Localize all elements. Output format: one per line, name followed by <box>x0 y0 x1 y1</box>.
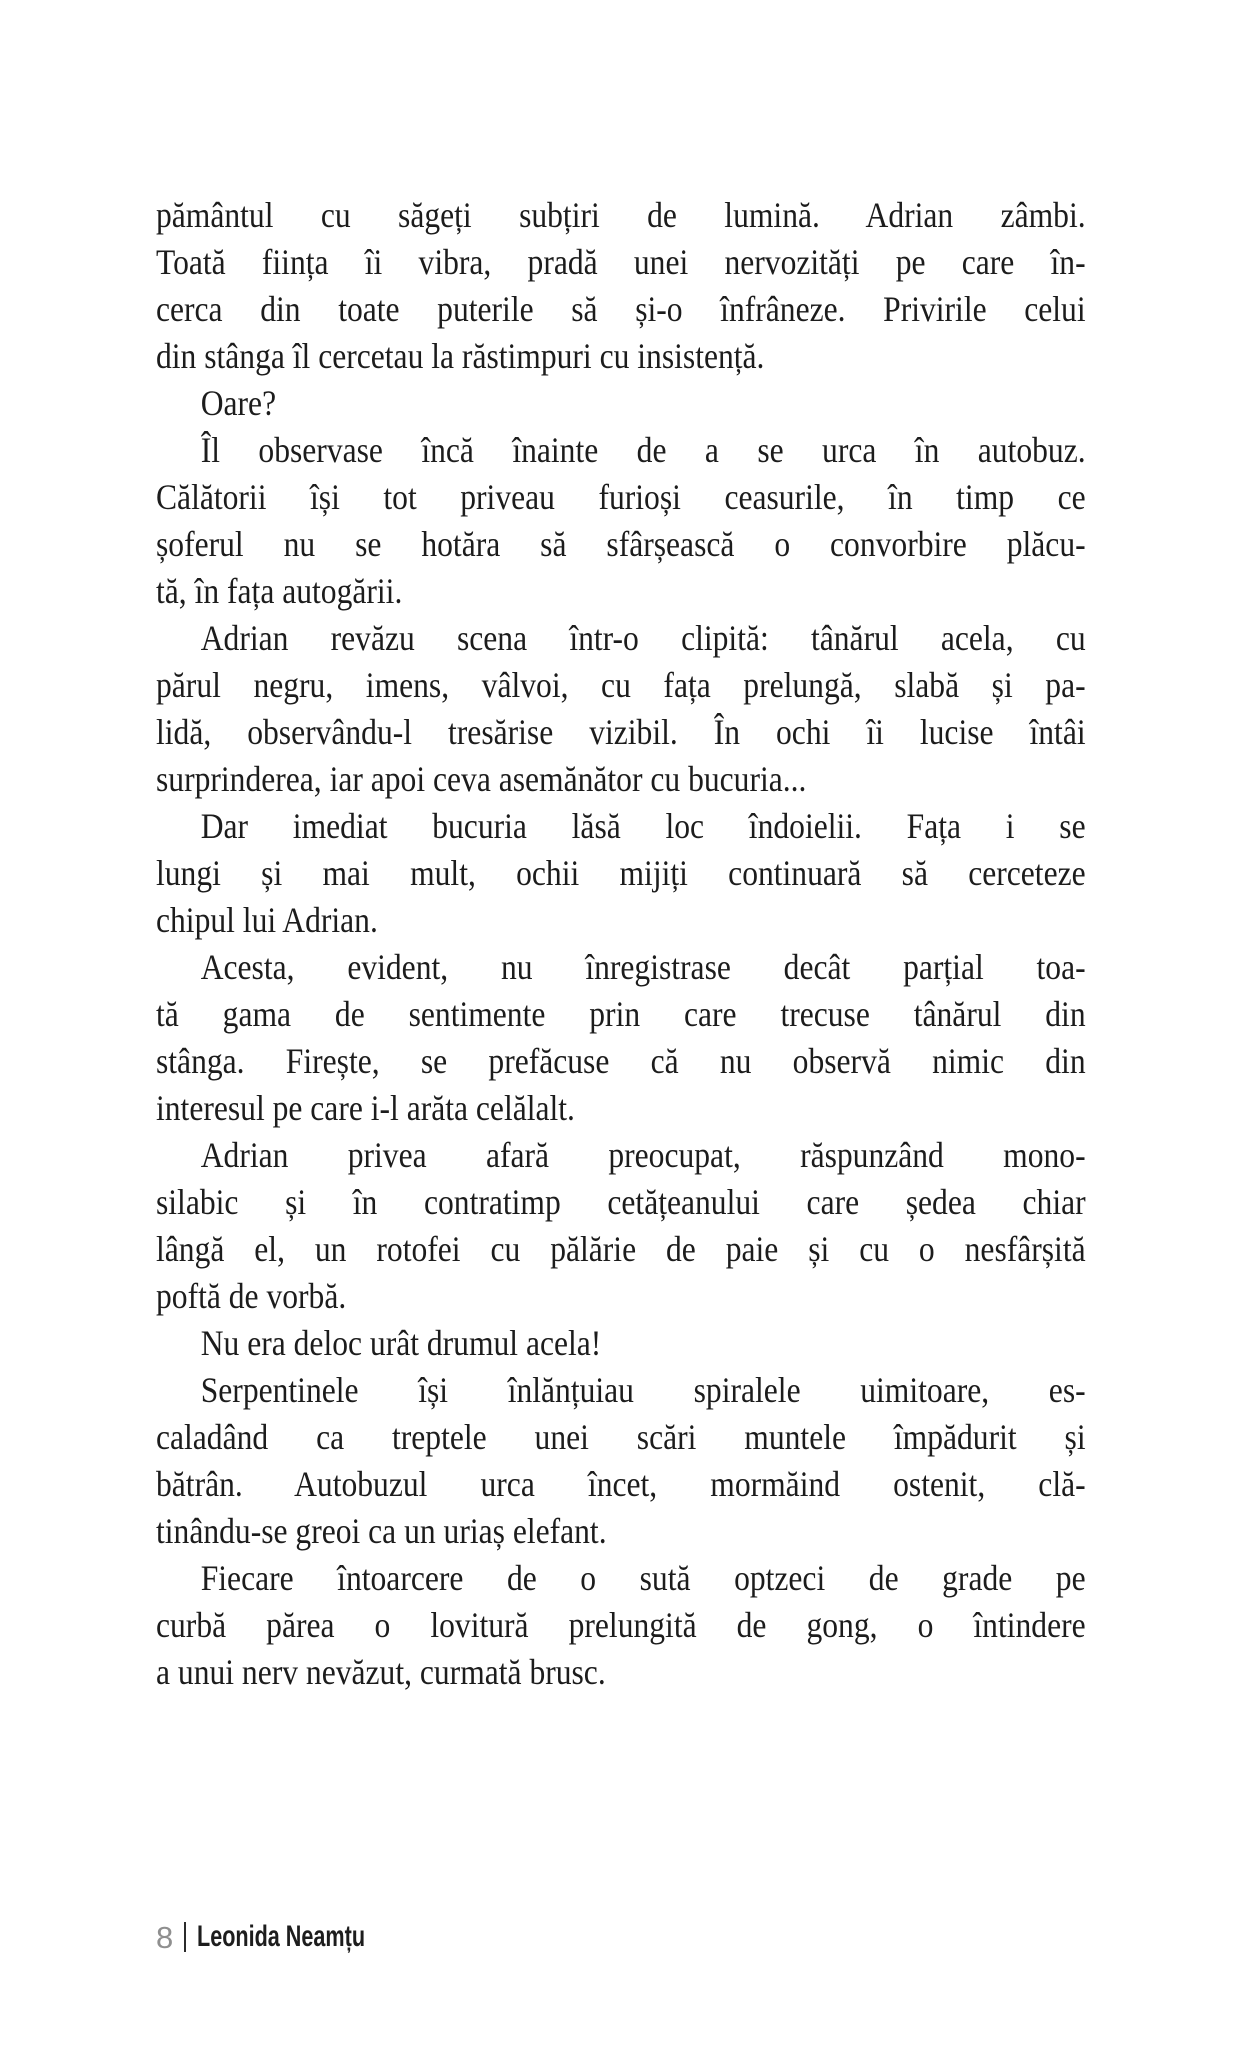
text-line: Adrian revăzu scena într-o clipită: tânărul acela, cu <box>200 618 1086 658</box>
text-line: surprinderea, iar apoi ceva asemănător cu bucuria... <box>156 759 807 799</box>
text-line: Oare? <box>200 383 277 423</box>
text-line: caladând ca treptele unei scări muntele împădurit și <box>156 1417 1086 1457</box>
text-line: lângă el, un rotofei cu pălărie de paie și cu o nesfârșită <box>156 1229 1086 1269</box>
page-footer <box>156 1921 431 1953</box>
text-line: tă, în fața autogării. <box>156 571 403 611</box>
text-line: a unui nerv nevăzut, curmată brusc. <box>156 1652 606 1692</box>
text-line: Dar imediat bucuria lăsă loc îndoielii. Fața i se <box>200 806 1086 846</box>
text-line: interesul pe care i-l arăta celălalt. <box>156 1088 575 1128</box>
text-line: cerca din toate puterile să și-o înfrâneze. Privirile celui <box>156 289 1086 329</box>
text-line: pământul cu săgeți subțiri de lumină. Adrian zâmbi. <box>156 195 1086 235</box>
text-line: tinându-se greoi ca un uriaș elefant. <box>156 1511 607 1551</box>
text-line: părul negru, imens, vâlvoi, cu fața prelungă, slabă și pa- <box>156 665 1086 705</box>
page-text <box>156 192 1086 1696</box>
text-line: lidă, observându-l tresărise vizibil. În ochi îi lucise întâi <box>156 712 1086 752</box>
text-line: silabic și în contratimp cetățeanului care ședea chiar <box>156 1182 1086 1222</box>
footer-separator <box>184 1922 186 1952</box>
text-line: Acesta, evident, nu înregistrase decât parțial toa- <box>200 947 1086 987</box>
text-line: curbă părea o lovitură prelungită de gong, o întindere <box>156 1605 1086 1645</box>
text-line: Serpentinele își înlănțuiau spiralele uimitoare, es- <box>200 1370 1086 1410</box>
text-line: stânga. Firește, se prefăcuse că nu observă nimic din <box>156 1041 1086 1081</box>
text-line: poftă de vorbă. <box>156 1276 347 1316</box>
text-line: Toată ființa îi vibra, pradă unei nervozități pe care în- <box>156 242 1086 282</box>
text-line: Călătorii își tot priveau furioși ceasurile, în timp ce <box>156 477 1086 517</box>
text-line: din stânga îl cercetau la răstimpuri cu insistență. <box>156 336 765 376</box>
page-number: 8 <box>156 1919 174 1955</box>
text-line: tă gama de sentimente prin care trecuse tânărul din <box>156 994 1086 1034</box>
text-line: Fiecare întoarcere de o sută optzeci de grade pe <box>200 1558 1086 1598</box>
text-line: lungi și mai mult, ochii mijiți continuară să cerceteze <box>156 853 1086 893</box>
author-name: Leonida Neamțu <box>197 1920 366 1953</box>
text-line: Adrian privea afară preocupat, răspunzând mono- <box>200 1135 1086 1175</box>
text-line: chipul lui Adrian. <box>156 900 378 940</box>
text-line: bătrân. Autobuzul urca încet, mormăind ostenit, clă- <box>156 1464 1086 1504</box>
text-line: Îl observase încă înainte de a se urca în autobuz. <box>200 430 1086 470</box>
text-line: Nu era deloc urât drumul acela! <box>200 1323 602 1363</box>
text-line: șoferul nu se hotăra să sfârșească o convorbire plăcu- <box>156 524 1086 564</box>
